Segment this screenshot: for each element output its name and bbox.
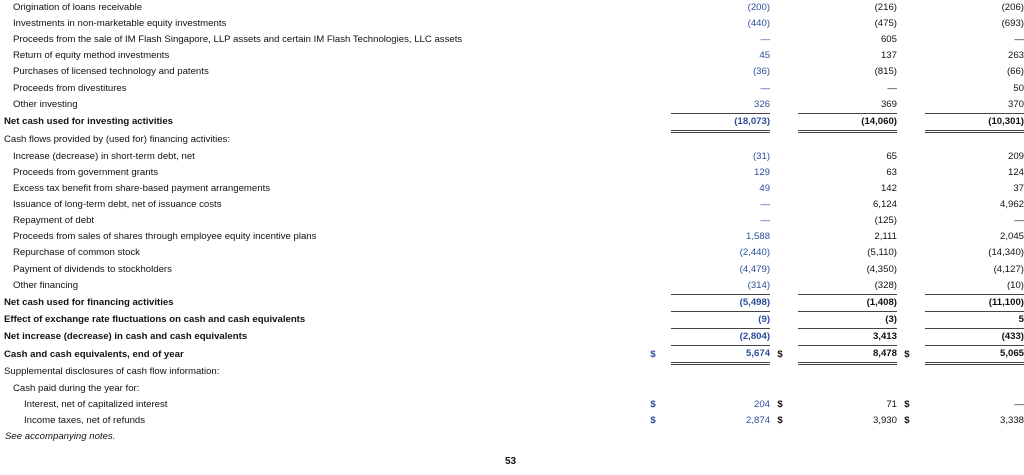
column-gap	[770, 364, 777, 382]
table-row	[4, 397, 1024, 413]
currency-symbol	[904, 229, 925, 245]
currency-symbol	[650, 311, 671, 328]
value-cell: —	[887, 82, 897, 94]
currency-symbol	[904, 381, 925, 397]
currency-symbol	[904, 64, 925, 80]
table-row	[4, 229, 1024, 245]
column-gap	[897, 149, 904, 165]
currency-symbol	[650, 64, 671, 80]
currency-symbol	[904, 32, 925, 48]
currency-symbol	[650, 16, 671, 32]
table-row	[4, 364, 1024, 382]
currency-symbol	[904, 113, 925, 131]
currency-symbol	[650, 149, 671, 165]
currency-symbol	[650, 229, 671, 245]
value-cell: (206)	[1001, 2, 1024, 14]
column-gap	[897, 397, 904, 413]
column-gap	[897, 213, 904, 229]
row-label: Proceeds from sales of shares through employee equity incentive plans	[13, 231, 317, 243]
column-gap	[770, 311, 777, 328]
value-cell: 142	[880, 183, 897, 195]
table-row	[4, 32, 1024, 48]
column-gap	[770, 294, 777, 311]
currency-symbol	[777, 32, 798, 48]
value-cell: (433)	[925, 328, 1024, 345]
value-cell: (3)	[798, 311, 897, 328]
column-gap	[897, 381, 904, 397]
row-label: Other financing	[13, 279, 79, 291]
currency-symbol	[777, 364, 798, 382]
currency-symbol	[904, 213, 925, 229]
value-cell: —	[760, 215, 771, 227]
row-label: Issuance of long-term debt, net of issuance costs	[13, 199, 222, 211]
row-label: Repurchase of common stock	[13, 247, 140, 259]
value-cell: (5,110)	[867, 247, 897, 259]
currency-symbol	[777, 48, 798, 64]
value-cell	[925, 381, 1024, 397]
value-cell	[671, 381, 770, 397]
currency-symbol	[904, 16, 925, 32]
column-gap	[770, 131, 777, 149]
row-label: Excess tax benefit from share-based payment arrangements	[13, 183, 271, 195]
column-gap	[770, 197, 777, 213]
value-cell: —	[760, 199, 771, 211]
currency-symbol	[904, 294, 925, 311]
currency-symbol	[777, 113, 798, 131]
column-gap	[897, 80, 904, 96]
value-cell: (314)	[671, 278, 770, 295]
column-gap	[770, 328, 777, 345]
total-row	[4, 328, 1024, 345]
value-cell	[798, 381, 897, 397]
total-row	[4, 311, 1024, 328]
value-cell: (475)	[874, 18, 897, 30]
currency-symbol	[650, 97, 671, 114]
value-cell: 263	[1007, 50, 1024, 62]
value-cell	[925, 131, 1024, 149]
value-cell: 37	[1013, 183, 1024, 195]
currency-symbol	[650, 0, 671, 16]
currency-symbol	[650, 80, 671, 96]
currency-symbol	[777, 328, 798, 345]
value-cell: 63	[886, 166, 897, 178]
row-label: Repayment of debt	[13, 215, 95, 227]
currency-symbol	[904, 149, 925, 165]
column-gap	[770, 16, 777, 32]
table-row	[4, 413, 1024, 429]
row-label: Other investing	[13, 98, 78, 110]
value-cell: —	[760, 34, 771, 46]
column-gap	[897, 48, 904, 64]
total-row	[4, 345, 1024, 363]
value-cell: (31)	[752, 150, 771, 162]
total-row	[4, 294, 1024, 311]
currency-symbol	[650, 278, 671, 295]
currency-symbol	[904, 181, 925, 197]
column-gap	[770, 345, 777, 363]
column-gap	[770, 80, 777, 96]
currency-symbol	[777, 245, 798, 261]
currency-symbol	[904, 197, 925, 213]
column-gap	[770, 229, 777, 245]
column-gap	[897, 413, 904, 429]
value-cell: (815)	[874, 66, 897, 78]
currency-symbol	[650, 262, 671, 278]
currency-symbol	[777, 262, 798, 278]
value-cell: (5,498)	[671, 294, 770, 311]
value-cell: —	[760, 82, 771, 94]
column-gap	[897, 113, 904, 131]
table-row	[4, 64, 1024, 80]
currency-symbol	[777, 381, 798, 397]
column-gap	[770, 48, 777, 64]
column-gap	[770, 397, 777, 413]
table-row	[4, 213, 1024, 229]
value-cell: 5	[925, 311, 1024, 328]
value-cell: (328)	[798, 278, 897, 295]
currency-symbol	[904, 328, 925, 345]
currency-symbol	[904, 262, 925, 278]
value-cell: 1,588	[746, 231, 771, 243]
value-cell: 369	[798, 97, 897, 114]
column-gap	[897, 64, 904, 80]
currency-symbol	[650, 294, 671, 311]
value-cell: (36)	[752, 66, 771, 78]
column-gap	[770, 32, 777, 48]
value-cell: 4,962	[999, 199, 1024, 211]
value-cell: 2,045	[999, 231, 1024, 243]
column-gap	[770, 213, 777, 229]
table-row	[4, 262, 1024, 278]
value-cell: 8,478	[798, 345, 897, 363]
currency-symbol	[777, 311, 798, 328]
column-gap	[770, 64, 777, 80]
currency-symbol	[650, 328, 671, 345]
value-cell: (10,301)	[925, 113, 1024, 131]
value-cell: (1,408)	[798, 294, 897, 311]
currency-symbol: $	[904, 415, 910, 427]
table-row	[4, 381, 1024, 397]
column-gap	[770, 149, 777, 165]
value-cell: (2,804)	[671, 328, 770, 345]
table-row	[4, 165, 1024, 181]
value-cell: 50	[1013, 82, 1024, 94]
column-gap	[770, 165, 777, 181]
value-cell: (125)	[874, 215, 897, 227]
currency-symbol: $	[904, 399, 910, 411]
column-gap	[897, 32, 904, 48]
column-gap	[897, 16, 904, 32]
value-cell: (693)	[1001, 18, 1024, 30]
currency-symbol: $	[904, 348, 910, 360]
value-cell: 6,124	[872, 199, 897, 211]
currency-symbol	[904, 80, 925, 96]
currency-symbol	[777, 278, 798, 295]
column-gap	[770, 278, 777, 295]
currency-symbol	[777, 294, 798, 311]
value-cell: 124	[1007, 166, 1024, 178]
column-gap	[770, 113, 777, 131]
column-gap	[770, 181, 777, 197]
column-gap	[897, 131, 904, 149]
column-gap	[770, 0, 777, 16]
footnote: See accompanying notes.	[5, 431, 116, 442]
value-cell	[798, 364, 897, 382]
currency-symbol: $	[777, 399, 783, 411]
value-cell: —	[1014, 34, 1024, 46]
value-cell: 3,930	[872, 415, 897, 427]
column-gap	[770, 262, 777, 278]
row-label: Proceeds from the sale of IM Flash Singapore, LLP assets and certain IM Flash Technologies, LLC assets	[13, 34, 463, 46]
currency-symbol	[650, 245, 671, 261]
value-cell: 209	[1007, 150, 1024, 162]
value-cell: 137	[880, 50, 897, 62]
column-gap	[897, 262, 904, 278]
column-gap	[897, 0, 904, 16]
value-cell: (14,060)	[798, 113, 897, 131]
row-label: Origination of loans receivable	[13, 2, 143, 14]
currency-symbol	[650, 181, 671, 197]
value-cell: 71	[886, 399, 897, 411]
table-row	[4, 0, 1024, 16]
value-cell: 370	[925, 97, 1024, 114]
column-gap	[770, 245, 777, 261]
currency-symbol	[904, 165, 925, 181]
currency-symbol	[650, 113, 671, 131]
value-cell: (18,073)	[671, 113, 770, 131]
currency-symbol	[904, 245, 925, 261]
value-cell	[671, 364, 770, 382]
currency-symbol	[904, 0, 925, 16]
row-label: Investments in non-marketable equity investments	[13, 18, 227, 30]
currency-symbol	[777, 213, 798, 229]
currency-symbol	[777, 229, 798, 245]
value-cell	[671, 131, 770, 149]
currency-symbol	[650, 32, 671, 48]
table-row	[4, 97, 1024, 114]
column-gap	[770, 97, 777, 114]
value-cell: 49	[759, 183, 771, 195]
value-cell	[798, 131, 897, 149]
column-gap	[897, 364, 904, 382]
value-cell: 45	[759, 50, 771, 62]
value-cell: 2,111	[874, 231, 897, 243]
column-gap	[897, 311, 904, 328]
currency-symbol: $	[650, 415, 656, 427]
currency-symbol: $	[777, 348, 783, 360]
row-label: Cash paid during the year for:	[13, 383, 140, 395]
currency-symbol	[777, 197, 798, 213]
currency-symbol	[904, 311, 925, 328]
column-gap	[897, 197, 904, 213]
value-cell: 2,874	[746, 415, 771, 427]
value-cell: 3,413	[798, 328, 897, 345]
column-gap	[897, 345, 904, 363]
table-row	[4, 131, 1024, 149]
row-label: Supplemental disclosures of cash flow information:	[4, 366, 220, 378]
cash-flow-table	[4, 0, 1024, 429]
currency-symbol	[777, 131, 798, 149]
value-cell: 3,338	[999, 415, 1024, 427]
table-row	[4, 181, 1024, 197]
currency-symbol	[777, 165, 798, 181]
row-label: Net cash used for investing activities	[4, 116, 174, 128]
column-gap	[897, 181, 904, 197]
currency-symbol	[650, 48, 671, 64]
currency-symbol	[650, 213, 671, 229]
table-row	[4, 80, 1024, 96]
table-row	[4, 197, 1024, 213]
currency-symbol	[904, 131, 925, 149]
value-cell: (66)	[1006, 66, 1024, 78]
value-cell: 5,674	[671, 345, 770, 363]
total-row	[4, 113, 1024, 131]
currency-symbol	[650, 165, 671, 181]
currency-symbol: $	[650, 399, 656, 411]
value-cell: 326	[671, 97, 770, 114]
value-cell: 129	[754, 166, 771, 178]
currency-symbol	[650, 131, 671, 149]
value-cell: (14,340)	[988, 247, 1024, 259]
value-cell: 204	[754, 399, 771, 411]
currency-symbol	[904, 278, 925, 295]
value-cell: (200)	[747, 2, 771, 14]
column-gap	[897, 97, 904, 114]
row-label: Proceeds from divestitures	[13, 82, 127, 94]
row-label: Interest, net of capitalized interest	[24, 399, 168, 411]
table-row	[4, 48, 1024, 64]
currency-symbol	[777, 149, 798, 165]
row-label: Effect of exchange rate fluctuations on cash and cash equivalents	[4, 313, 306, 325]
row-label: Payment of dividends to stockholders	[13, 263, 172, 275]
value-cell: (10)	[925, 278, 1024, 295]
value-cell: 605	[880, 34, 897, 46]
value-cell: (4,350)	[866, 263, 897, 275]
currency-symbol	[777, 97, 798, 114]
currency-symbol: $	[777, 415, 783, 427]
currency-symbol	[650, 364, 671, 382]
value-cell: (440)	[747, 18, 771, 30]
currency-symbol	[777, 80, 798, 96]
value-cell: (216)	[874, 2, 897, 14]
currency-symbol: $	[650, 348, 656, 360]
row-label: Income taxes, net of refunds	[24, 415, 146, 427]
table-row	[4, 278, 1024, 295]
column-gap	[897, 229, 904, 245]
value-cell: (4,127)	[993, 263, 1024, 275]
value-cell	[925, 364, 1024, 382]
value-cell: (9)	[671, 311, 770, 328]
column-gap	[770, 381, 777, 397]
currency-symbol	[650, 381, 671, 397]
value-cell: (11,100)	[925, 294, 1024, 311]
currency-symbol	[904, 97, 925, 114]
table-row	[4, 245, 1024, 261]
column-gap	[897, 294, 904, 311]
currency-symbol	[777, 181, 798, 197]
value-cell: —	[1014, 215, 1024, 227]
currency-symbol	[777, 0, 798, 16]
table-row	[4, 149, 1024, 165]
value-cell: —	[1014, 399, 1024, 411]
page-number: 53	[505, 456, 517, 467]
value-cell: (2,440)	[739, 247, 771, 259]
row-label: Net increase (decrease) in cash and cash equivalents	[4, 330, 248, 342]
column-gap	[897, 165, 904, 181]
row-label: Cash and cash equivalents, end of year	[4, 348, 184, 360]
table-row	[4, 16, 1024, 32]
column-gap	[897, 278, 904, 295]
row-label: Return of equity method investments	[13, 50, 170, 62]
value-cell: (4,479)	[739, 263, 771, 275]
row-label: Proceeds from government grants	[13, 166, 159, 178]
currency-symbol	[777, 64, 798, 80]
row-label: Cash flows provided by (used for) financing activities:	[4, 134, 231, 146]
column-gap	[897, 245, 904, 261]
value-cell: 65	[886, 150, 897, 162]
value-cell: 5,065	[925, 345, 1024, 363]
row-label: Purchases of licensed technology and patents	[13, 66, 209, 78]
row-label: Increase (decrease) in short-term debt, net	[13, 150, 195, 162]
currency-symbol	[904, 364, 925, 382]
currency-symbol	[777, 16, 798, 32]
row-label: Net cash used for financing activities	[4, 296, 174, 308]
column-gap	[770, 413, 777, 429]
currency-symbol	[650, 197, 671, 213]
currency-symbol	[904, 48, 925, 64]
column-gap	[897, 328, 904, 345]
